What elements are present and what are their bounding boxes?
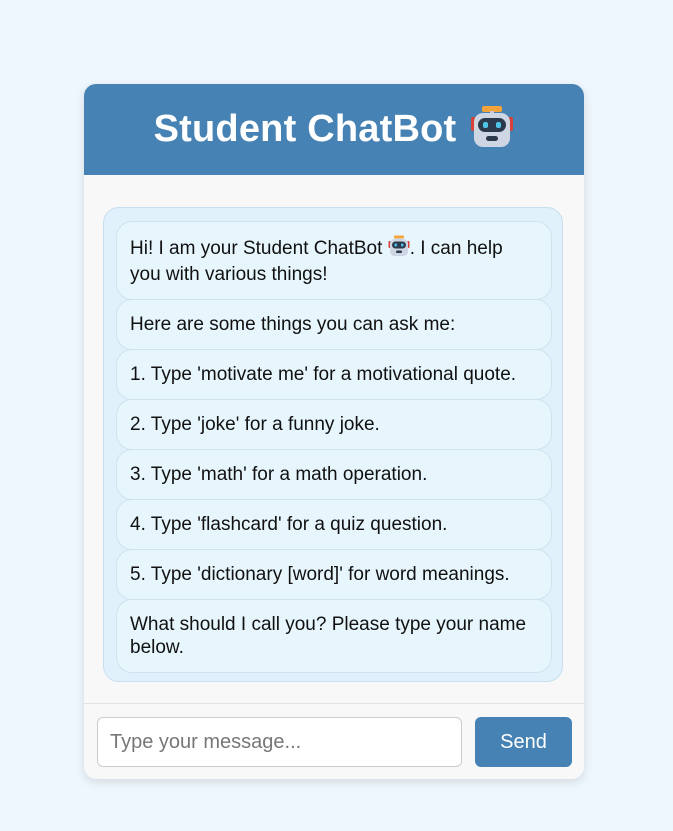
bot-message-text: . I can help you with various things! [130,238,503,285]
bot-message: 3. Type 'math' for a math operation. [116,449,552,500]
send-button[interactable]: Send [475,717,572,767]
chat-box[interactable] [84,175,584,703]
input-area [84,703,584,779]
bot-message: 4. Type 'flashcard' for a quiz question. [116,499,552,550]
bot-message: What should I call you? Please type your name below. [116,599,552,673]
chat-container [84,84,584,779]
bot-message-text: Hi! I am your Student ChatBot [130,238,388,259]
bot-message [116,221,552,300]
robot-face-icon [388,235,410,263]
bot-message: Here are some things you can ask me: [116,299,552,350]
bot-message: 1. Type 'motivate me' for a motivational quote. [116,349,552,400]
chat-header [84,84,584,175]
message-input[interactable] [97,717,462,767]
chat-title: Student ChatBot [153,108,457,150]
bot-message-group [103,207,563,682]
robot-face-icon [470,105,514,154]
bot-message: 2. Type 'joke' for a funny joke. [116,399,552,450]
bot-message: 5. Type 'dictionary [word]' for word meanings. [116,549,552,600]
